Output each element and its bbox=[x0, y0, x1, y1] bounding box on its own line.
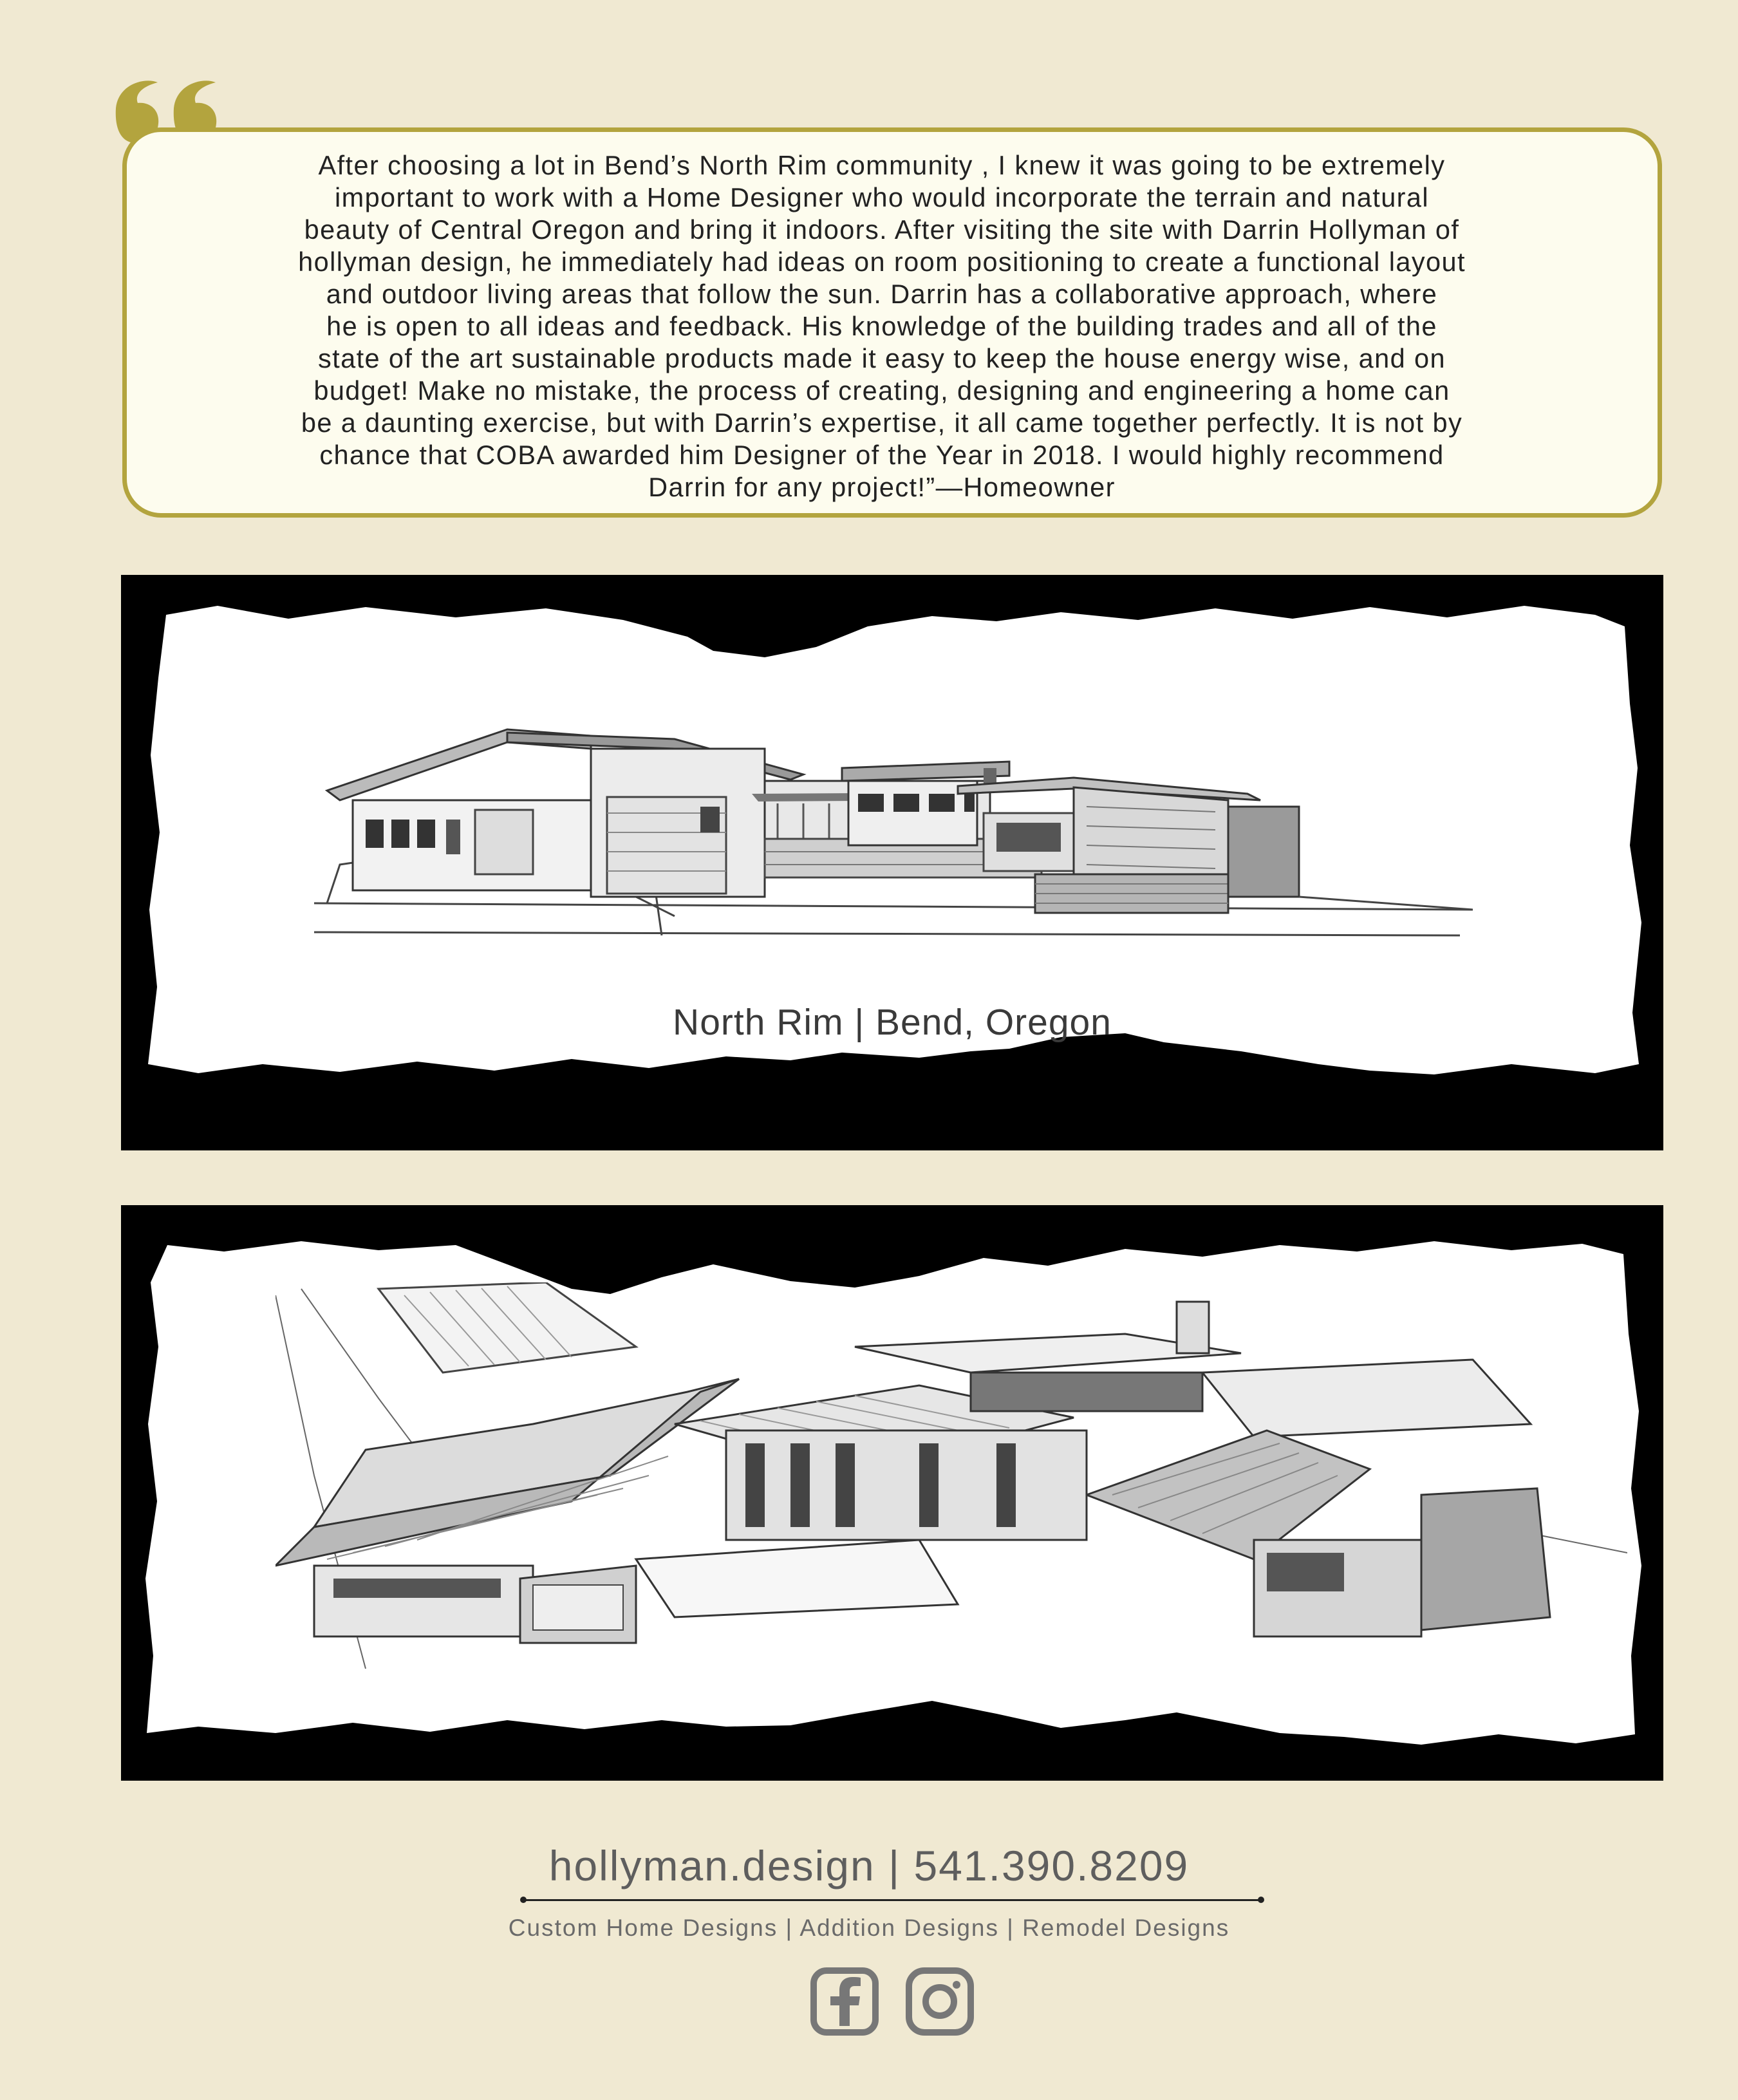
testimonial-line: state of the art sustainable products made it easy to keep the house energy wise, and on bbox=[318, 343, 1446, 373]
testimonial-line: important to work with a Home Designer who would incorporate the terrain and natural bbox=[334, 182, 1429, 212]
testimonial-text bbox=[135, 149, 1629, 503]
testimonial-line: Darrin for any project!”—Homeowner bbox=[648, 472, 1116, 502]
project-caption: North Rim | Bend, Oregon bbox=[673, 1002, 1112, 1043]
divider bbox=[523, 1899, 1262, 1901]
testimonial-line: he is open to all ideas and feedback. His knowledge of the building trades and all of the bbox=[326, 311, 1437, 341]
facebook-icon[interactable] bbox=[810, 1967, 879, 2036]
contact-line[interactable]: hollyman.design | 541.390.8209 bbox=[548, 1842, 1190, 1889]
instagram-icon[interactable] bbox=[905, 1967, 975, 2036]
house-aerial-drawing bbox=[276, 1282, 1627, 1694]
testimonial-line: be a daunting exercise, but with Darrin’s expertise, it all came together perfectly. It is not by bbox=[301, 408, 1463, 438]
testimonial-line: After choosing a lot in Bend’s North Rim community , I knew it was going to be extremely bbox=[318, 150, 1446, 180]
testimonial-line: and outdoor living areas that follow the sun. Darrin has a collaborative approach, where bbox=[326, 279, 1438, 309]
testimonial-line: beauty of Central Oregon and bring it indoors. After visiting the site with Darrin Hollyman of bbox=[304, 214, 1460, 245]
rendering-panel-aerial bbox=[121, 1205, 1663, 1781]
rendering-panel-elevation bbox=[121, 575, 1663, 1150]
house-elevation-drawing bbox=[314, 704, 1486, 948]
testimonial-line: chance that COBA awarded him Designer of the Year in 2018. I would highly recommend bbox=[319, 440, 1444, 470]
testimonial-line: budget! Make no mistake, the process of creating, designing and engineering a home can bbox=[313, 375, 1450, 406]
testimonial-line: hollyman design, he immediately had ideas on room positioning to create a functional layout bbox=[298, 247, 1466, 277]
services-list: Custom Home Designs | Addition Designs | Remodel Designs bbox=[508, 1915, 1230, 1941]
